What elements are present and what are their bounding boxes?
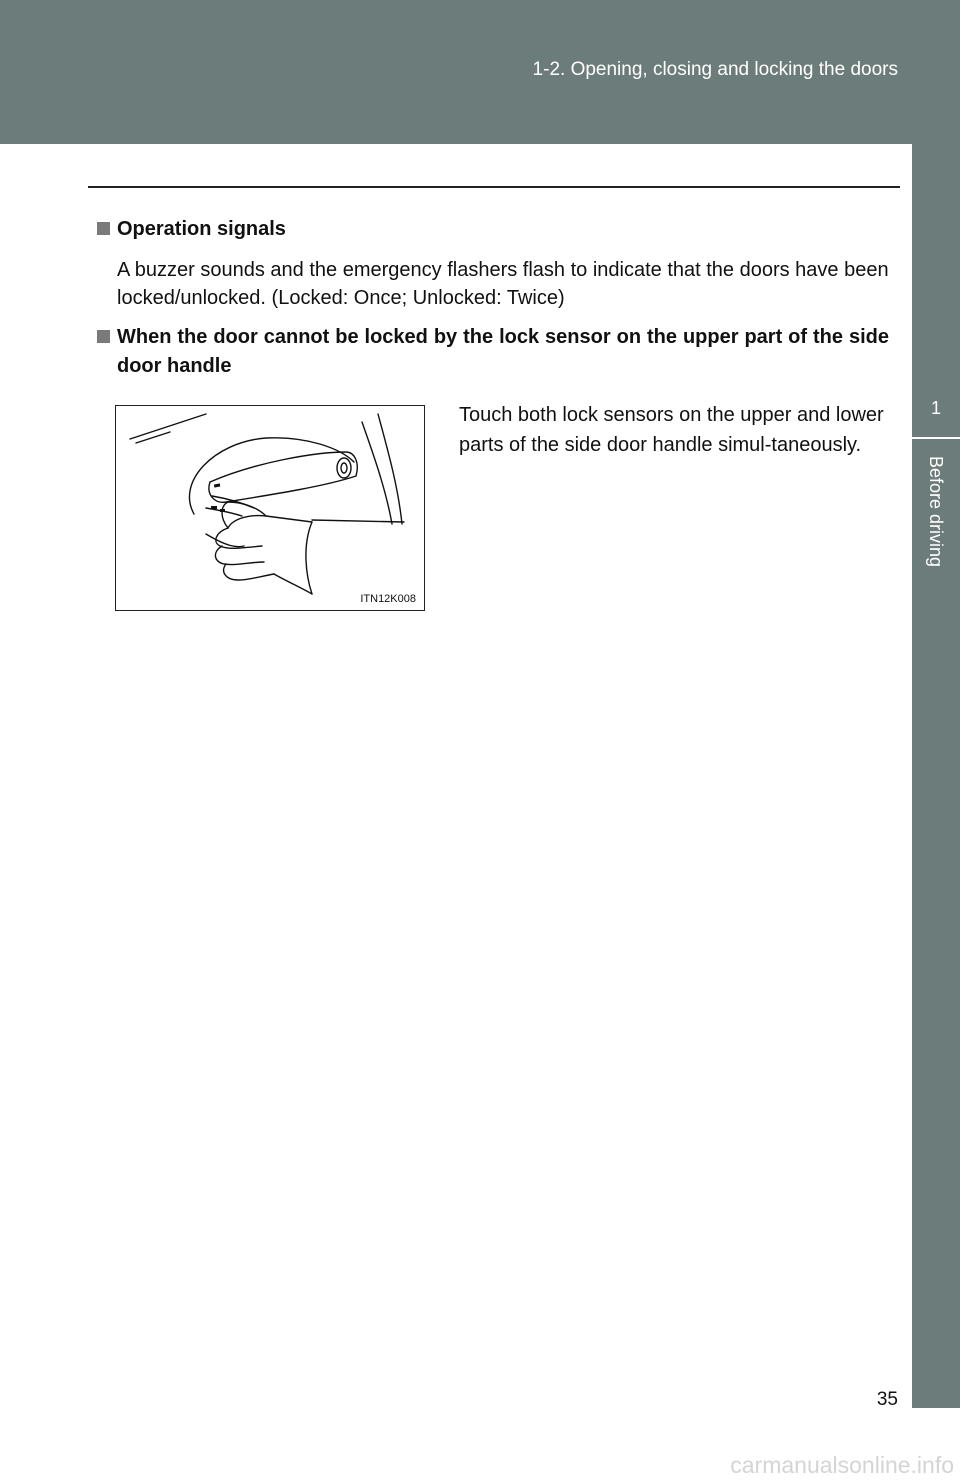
hand-on-door-handle-icon <box>116 406 425 611</box>
page-number: 35 <box>876 1389 898 1410</box>
chapter-number: 1 <box>930 398 941 418</box>
chapter-side-tab <box>912 144 960 1408</box>
section-title: 1-2. Opening, closing and locking the doors <box>532 59 898 80</box>
top-rule <box>88 186 900 188</box>
bullet-square-icon <box>97 222 110 235</box>
paragraph-operation-signals: A buzzer sounds and the emergency flashers flash to indicate that the doors have been locked/unlocked. (Locked: Once; Unlocked: Twice) <box>117 259 889 309</box>
chapter-divider <box>912 437 960 439</box>
figure-code: ITN12K008 <box>360 593 416 605</box>
chapter-title: Before driving <box>926 456 946 568</box>
heading-lock-sensor: When the door cannot be locked by the lock sensor on the upper part of the side door handle <box>117 326 889 377</box>
watermark: carmanualsonline.info <box>730 1452 954 1478</box>
heading-operation-signals: Operation signals <box>117 218 286 240</box>
door-handle-illustration <box>115 405 425 611</box>
figure-caption: Touch both lock sensors on the upper and lower parts of the side door handle simul-taneously. <box>459 404 884 456</box>
bullet-square-icon <box>97 330 110 343</box>
